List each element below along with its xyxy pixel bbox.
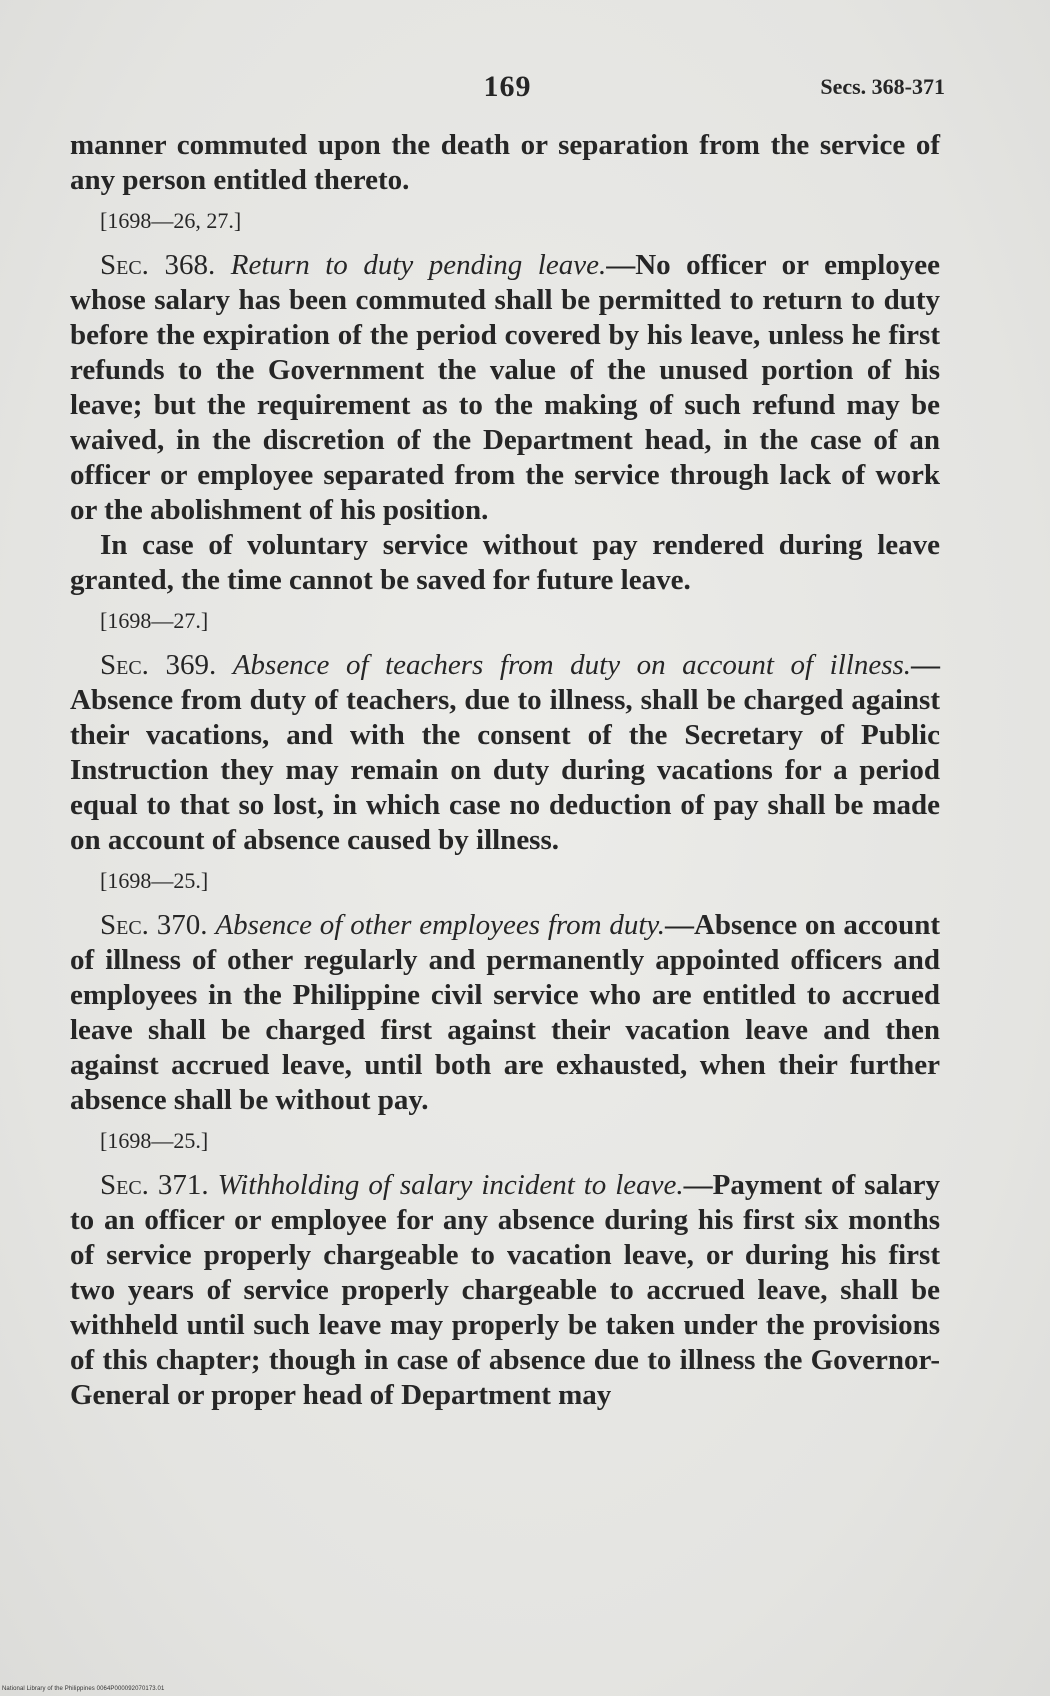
section-label: Sec. 368. [100,249,216,281]
section-label: Sec. 370. [100,909,208,941]
citation: [1698—25.] [100,868,209,893]
section-range: Secs. 368-371 [820,74,945,99]
citation: [1698—26, 27.] [100,208,242,233]
page-number: 169 [483,70,532,103]
section-title: Return to duty pending leave. [230,249,607,281]
page-body [70,128,940,1413]
section-label: Sec. 371. [100,1169,209,1201]
section-title: Withholding of salary incident to leave. [217,1169,684,1201]
section-text: —Payment of salary to an officer or employee for any absence during his first six months of service properly chargeable to vacation leave, or during his first two years of service properly chargeable to accrued leave, shall be withheld until such leave may properly be taken under the provisions of this chapter; though in case of absence due to illness the Governor-General or proper head of Department may [70,1169,940,1411]
section-368-paragraph-2: In case of voluntary service without pay rendered during leave granted, the time cannot be saved for future leave. [70,529,940,596]
section-text: —Absence on account of illness of other regularly and permanently appointed officers and employees in the Philippine civil service who are entitled to accrued leave shall be charged first against their vacation leave and then against accrued leave, until both are exhausted, when their further absence shall be without pay. [70,909,941,1116]
section-text: —Absence from duty of teachers, due to illness, shall be charged against their vacations, and with the consent of the Secretary of Public Instruction they may remain on duty during vacations for a period equal to that so lost, in which case no deduction of pay shall be made on account of absence caused by illness. [70,649,941,856]
section-label: Sec. 369. [100,649,217,681]
citation: [1698—27.] [100,608,209,633]
page-header [70,70,945,110]
archive-footer-note: National Library of the Philippines 0064P000092070173.01 [2,1686,165,1692]
section-369-paragraph [70,648,940,858]
section-title: Absence of teachers from duty on account of illness. [232,649,912,681]
section-370-paragraph [70,908,940,1118]
section-371-paragraph [70,1168,940,1413]
section-title: Absence of other employees from duty. [215,909,665,941]
opening-paragraph: manner commuted upon the death or separation from the service of any person entitled thereto. [70,129,940,196]
citation: [1698—25.] [100,1128,209,1153]
section-368-paragraph [70,248,940,528]
section-text: —No officer or employee whose salary has been commuted shall be permitted to return to duty before the expiration of the period covered by his leave, unless he first refunds to the Government the value of the unused portion of his leave; but the requirement as to the making of such refund may be waived, in the discretion of the Department head, in the case of an officer or employee separated from the service through lack of work or the abolishment of his position. [70,249,941,526]
